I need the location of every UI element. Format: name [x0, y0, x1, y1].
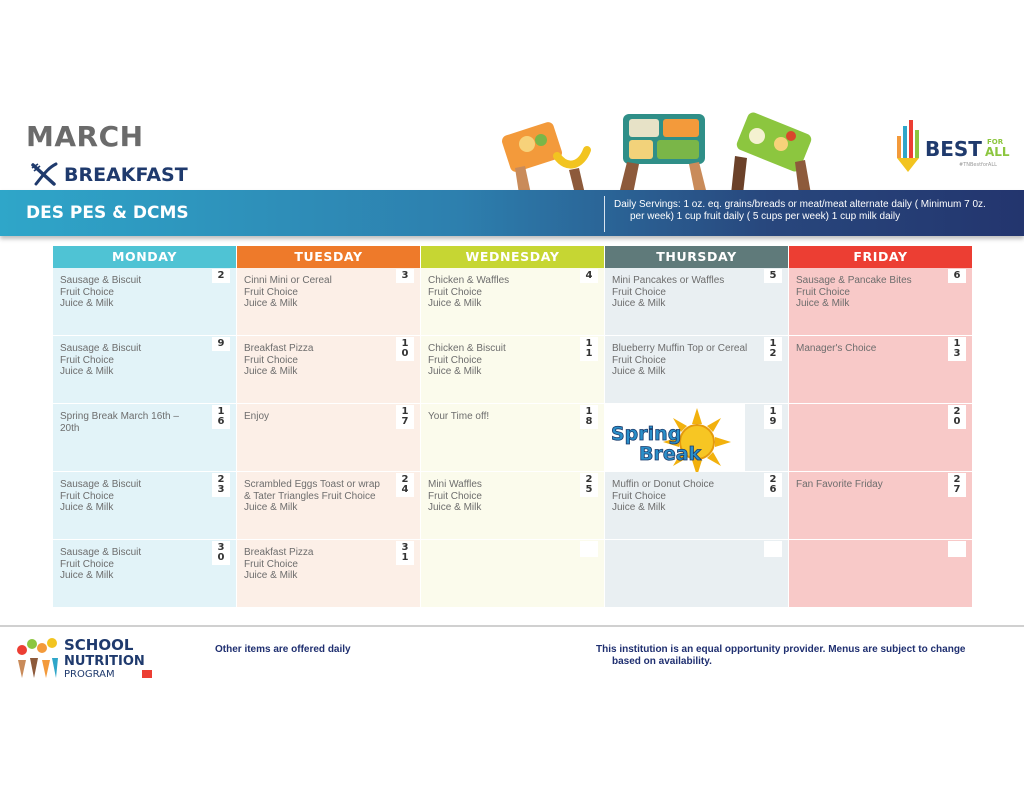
menu-cell: [53, 540, 236, 608]
banner-divider: [604, 196, 605, 232]
date-number: 1 3: [948, 337, 966, 361]
meal-type: [30, 162, 188, 188]
menu-text: Mini Waffles Fruit Choice Juice & Milk: [428, 479, 482, 513]
menu-cell: [237, 472, 420, 540]
menu-cell: [421, 404, 604, 472]
lunch-trays-illustration: [495, 108, 825, 196]
menu-text: Breakfast Pizza Fruit Choice Juice & Milk: [244, 547, 314, 581]
menu-calendar: [53, 246, 971, 616]
day-column-tuesday: [237, 246, 420, 616]
date-number: [948, 541, 966, 557]
date-number: 2 4: [396, 473, 414, 497]
meal-label: BREAKFAST: [64, 164, 188, 186]
best-for-all-logo: [893, 118, 1013, 176]
snp-line-1: SCHOOL: [64, 636, 134, 654]
day-header-friday: FRIDAY: [789, 246, 972, 268]
date-number: 2 3: [212, 473, 230, 497]
date-number: 1 0: [396, 337, 414, 361]
date-number: 9: [212, 337, 230, 351]
date-number: 5: [764, 269, 782, 283]
menu-text: Sausage & Biscuit Fruit Choice Juice & Milk: [60, 343, 142, 377]
date-number: 3 0: [212, 541, 230, 565]
menu-cell: [789, 336, 972, 404]
date-number: 2 0: [948, 405, 966, 429]
break-word: Break: [639, 443, 702, 465]
menu-cell: [53, 472, 236, 540]
day-header-thursday: THURSDAY: [605, 246, 788, 268]
day-header-wednesday: WEDNESDAY: [421, 246, 604, 268]
menu-text: Scrambled Eggs Toast or wrap & Tater Triangles Fruit Choice Juice & Milk: [244, 479, 380, 513]
date-number: [580, 541, 598, 557]
menu-cell: [53, 268, 236, 336]
statement-line-1: This institution is an equal opportunity provider. Menus are subject to change: [596, 644, 966, 655]
menu-text: Your Time off!: [428, 411, 490, 422]
month-title: MARCH: [26, 120, 144, 153]
day-column-wednesday: [421, 246, 604, 616]
daily-servings-note: [614, 199, 994, 223]
menu-text: Manager's Choice: [796, 343, 877, 354]
menu-cell: [789, 268, 972, 336]
best-for: FOR: [987, 138, 1004, 146]
menu-text: Muffin or Donut Choice Fruit Choice Juice & Milk: [612, 479, 715, 513]
date-number: 1 7: [396, 405, 414, 429]
menu-text: Sausage & Pancake Bites Fruit Choice Juice & Milk: [796, 275, 912, 309]
menu-cell: [605, 268, 788, 336]
date-number: 4: [580, 269, 598, 283]
best-tag: #TNBestforALL: [959, 162, 997, 168]
spring-break-graphic: [605, 404, 745, 482]
schools-banner: [0, 190, 1024, 236]
footer-note: Other items are offered daily: [215, 644, 351, 655]
menu-cell: [605, 336, 788, 404]
day-header-tuesday: TUESDAY: [237, 246, 420, 268]
menu-cell: [237, 404, 420, 472]
date-number: 2 7: [948, 473, 966, 497]
date-number: 2 6: [764, 473, 782, 497]
date-number: 1 1: [580, 337, 598, 361]
fork-knife-icon: [30, 162, 60, 188]
menu-cell: [421, 336, 604, 404]
date-number: 1 9: [764, 405, 782, 429]
menu-text: Sausage & Biscuit Fruit Choice Juice & Milk: [60, 547, 142, 581]
date-number: [764, 541, 782, 557]
servings-line-2: per week) 1 cup fruit daily ( 5 cups per week) 1 cup milk daily: [630, 211, 901, 222]
best-word: BEST: [925, 137, 982, 161]
menu-text: Enjoy: [244, 411, 270, 422]
date-number: 1 8: [580, 405, 598, 429]
snp-line-3: PROGRAM: [64, 669, 115, 680]
menu-text: Blueberry Muffin Top or Cereal Fruit Choice Juice & Milk: [612, 343, 748, 377]
menu-cell: [53, 336, 236, 404]
menu-cell: [605, 404, 788, 472]
menu-text: Sausage & Biscuit Fruit Choice Juice & Milk: [60, 275, 142, 309]
date-number: 3: [396, 269, 414, 283]
menu-text: Chicken & Biscuit Fruit Choice Juice & Milk: [428, 343, 506, 377]
menu-text: Sausage & Biscuit Fruit Choice Juice & Milk: [60, 479, 142, 513]
menu-cell: [421, 540, 604, 608]
menu-cell: [789, 472, 972, 540]
footer-divider: [0, 625, 1024, 627]
date-number: 1 6: [212, 405, 230, 429]
menu-text: Spring Break March 16th – 20th: [60, 411, 179, 434]
date-number: 3 1: [396, 541, 414, 565]
menu-cell: [237, 336, 420, 404]
menu-cell: [605, 540, 788, 608]
menu-cell: [789, 404, 972, 472]
date-number: 2 5: [580, 473, 598, 497]
menu-cell: [605, 472, 788, 540]
menu-cell: [421, 472, 604, 540]
day-column-monday: [53, 246, 236, 616]
menu-text: Fan Favorite Friday: [796, 479, 883, 490]
day-column-friday: [789, 246, 972, 616]
day-column-thursday: [605, 246, 788, 616]
day-header-monday: MONDAY: [53, 246, 236, 268]
date-number: 2: [212, 269, 230, 283]
menu-cell: [237, 268, 420, 336]
equal-opportunity-statement: [596, 644, 1006, 668]
date-number: 1 2: [764, 337, 782, 361]
menu-cell: [53, 404, 236, 472]
best-all: ALL: [985, 145, 1010, 159]
date-number: 6: [948, 269, 966, 283]
menu-text: Chicken & Waffles Fruit Choice Juice & Milk: [428, 275, 510, 309]
snp-line-2: NUTRITION: [64, 654, 145, 669]
menu-text: Cinni Mini or Cereal Fruit Choice Juice & Milk: [244, 275, 332, 309]
menu-cell: [789, 540, 972, 608]
menu-cell: [421, 268, 604, 336]
menu-text: Breakfast Pizza Fruit Choice Juice & Milk: [244, 343, 314, 377]
school-nutrition-program-logo: [14, 634, 166, 680]
servings-line-1: Daily Servings: 1 oz. eq. grains/breads or meat/meat alternate daily ( Minimum 7 0z.: [614, 199, 986, 210]
schools-title: DES PES & DCMS: [26, 203, 189, 223]
menu-cell: [237, 540, 420, 608]
menu-text: Mini Pancakes or Waffles Fruit Choice Juice & Milk: [612, 275, 725, 309]
statement-line-2: based on availability.: [612, 656, 712, 667]
spring-word: Spring: [611, 423, 682, 445]
